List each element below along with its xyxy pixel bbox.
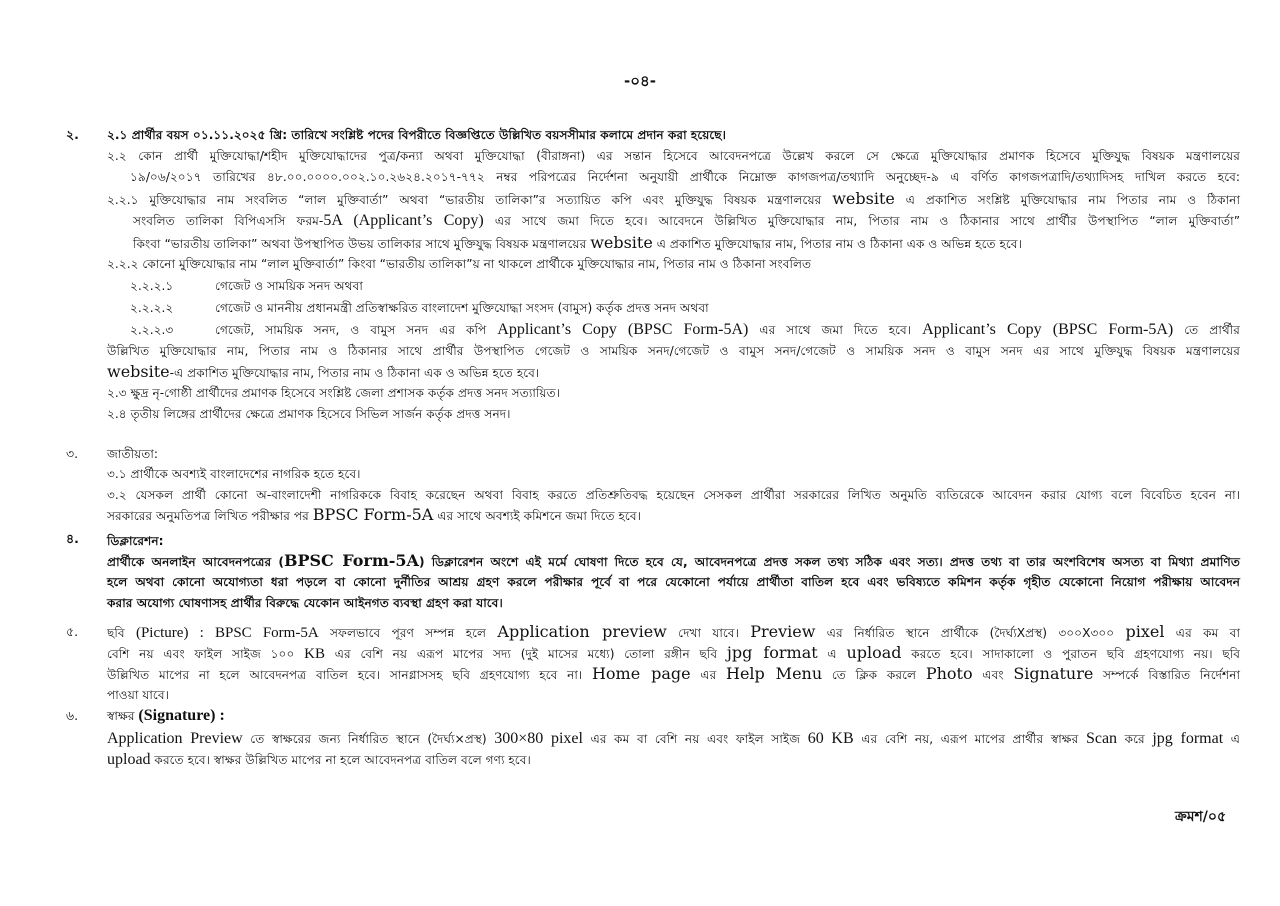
term: 300×80 pixel	[494, 730, 583, 747]
declaration-text-1	[107, 551, 1240, 572]
picture-text-1	[107, 622, 1240, 643]
section-4-number: ৪.	[66, 531, 79, 546]
declaration-text-2: হলে অথবা কোনো অযোগ্যতা ধরা পড়লে বা কোনো দুর্নীতির আশ্রয় গ্রহণ করলে পরীক্ষার পূর্বে বা পরে যেকোনো পর্যায়ে প্রার্থীতা বাতিল হবে এবং ভবিষ্যতে কমিশন কর্তৃক গৃহীত যেকোনো নিয়োগ পরীক্ষায় আবেদন	[107, 575, 1240, 589]
text: এ প্রকাশিত মুক্তিযোদ্ধার নাম, পিতার নাম ও ঠিকানা এক ও অভিন্ন হতে হবে।	[652, 237, 1022, 251]
text: সরকারের অনুমতিপত্র লিখিত পরীক্ষার পর	[107, 509, 313, 523]
freedom-fighter-text: ২.২ কোন প্রার্থী মুক্তিযোদ্ধা/শহীদ মুক্তিযোদ্ধাদের পুত্র/কন্যা অথবা মুক্তিযোদ্ধা (বীরাঙ্গনা) এর সন্তান হিসেবে আবেদনপত্রে উল্লেখ করলে সে ক্ষেত্রে মুক্তিযোদ্ধার প্রমাণক হিসেবে মুক্তিযুদ্ধ বিষয়ক মন্ত্রণালয়ের	[107, 149, 1240, 163]
form-term: BPSC Form-5A	[312, 505, 434, 524]
text: এর সাথে অবশ্যই কমিশনে জমা দিতে হবে।	[433, 509, 641, 523]
form-term: Applicant’s Copy (BPSC Form-5A)	[922, 321, 1174, 338]
signature-text-1	[107, 729, 1240, 749]
term: Help Menu	[725, 664, 823, 683]
website-term: website	[107, 362, 170, 381]
text: তে ক্লিক করলে	[822, 668, 926, 682]
term: KB	[304, 646, 325, 662]
text: এর কম বা বেশি নয় এবং ফাইল সাইজ	[582, 732, 808, 746]
text: বেশি নয় এবং ফাইল সাইজ ১০০	[107, 647, 305, 661]
picture-text-2	[107, 643, 1240, 664]
clause-2-2-2-3-cont: উল্লিখিত মুক্তিযোদ্ধার নাম, পিতার নাম ও ঠিকানার সাথে প্রার্থীর উপস্থাপিত গেজেট ও সাময়িক সনদ/গেজেট ও বামুস সনদ/গেজেট ও সাময়িক সনদ ও বামুস সনদ এর সাথে মুক্তিযুদ্ধ বিষয়ক মন্ত্রণালয়ের	[107, 344, 1240, 358]
text: তে প্রার্থীর	[1173, 323, 1240, 337]
clause-3-2: ৩.২ যেসকল প্রার্থী কোনো অ-বাংলাদেশী নাগরিককে বিবাহ করেছেন অথবা বিবাহ করতে প্রতিশ্রুতিবদ্ধ হয়েছেন সেসকল প্রার্থীরা সরকারের লিখিত অনুমতি ব্যতিরেকে আবেদন করার যোগ্য বলে বিবেচিত হবেন না।	[107, 488, 1240, 502]
clause-3-2-cont	[107, 505, 641, 526]
text: এ	[1223, 732, 1241, 746]
form-term: 5A (Applicant’s Copy)	[323, 212, 484, 229]
clause-2-2-2-2-number: ২.২.২.২	[130, 301, 174, 315]
text: তে স্বাক্ষরের জন্য নির্ধারিত স্থানে (দৈর্ঘ্য×প্রস্থ)	[242, 732, 495, 746]
term: pixel	[1125, 622, 1165, 641]
picture-text-3	[107, 664, 1240, 685]
term: Signature	[1013, 664, 1094, 683]
text: এ	[817, 647, 847, 661]
text: প্রার্থীকে অনলাইন আবেদনপত্রের (	[107, 555, 284, 569]
clause-2-2-2-3-number: ২.২.২.৩	[130, 323, 174, 337]
age-limit-text: ২.১ প্রার্থীর বয়স ০১.১১.২০২৫ খ্রি: তারিখে সংশ্লিষ্ট পদের বিপরীতে বিজ্ঞপ্তিতে উল্লিখিত বয়সসীমার কলামে প্রদান করা হয়েছে।	[107, 128, 727, 142]
circular-reference-text: ১৯/০৬/২০১৭ তারিখের ৪৮.০০.০০০০.০০২.১০.২৬২৪.২০১৭-৭৭২ নম্বর পরিপত্রের নির্দেশনা অনুযায়ী প্রার্থীকে নিম্নোক্ত কাগজপত্র/তথ্যাদি অনুচ্ছেদ-৯ এ বর্ণিত কাগজপত্রাদি/তথ্যাদিসহ দাখিল করতে হবে:	[130, 170, 1240, 184]
text: ) ডিক্লারেশন অংশে এই মর্মে ঘোষণা দিতে হবে যে, আবেদনপত্রে প্রদত্ত সকল তথ্য সঠিক এবং সত্য। প্রদত্ত তথ্য বা তার অংশবিশেষ অসত্য বা মিথ্যা প্রমাণিত	[418, 555, 1240, 569]
text: করতে হবে। স্বাক্ষর উল্লিখিত মাপের না হলে আবেদনপত্র বাতিল বলে গণ্য হবে।	[150, 753, 531, 767]
term: jpg format	[726, 643, 818, 662]
text: এবং	[972, 668, 1014, 682]
clause-2-3: ২.৩ ক্ষুদ্র নৃ-গোষ্ঠী প্রার্থীদের প্রমাণক হিসেবে সংশ্লিষ্ট জেলা প্রশাসক কর্তৃক প্রদত্ত সনদ সত্যায়িত।	[107, 386, 561, 400]
declaration-title: ডিক্লারেশন:	[107, 534, 164, 548]
term: 60 KB	[807, 730, 854, 747]
text: ছবি	[107, 626, 136, 640]
text: এর সাথে জমা দিতে হবে। আবেদনে উল্লিখিত মুক্তিযোদ্ধার নাম, পিতার নাম ও ঠিকানার সাথে প্রার্থীর উপস্থাপিত “লাল মুক্তিবার্তা”	[483, 214, 1241, 228]
section-3-number: ৩.	[66, 446, 79, 461]
continued-footer: ক্রমশ/০৫	[1175, 809, 1227, 825]
text: এর বেশি নয়, এরূপ মাপের প্রার্থীর স্বাক্ষর	[853, 732, 1086, 746]
section-6-number: ৬.	[66, 708, 79, 723]
text: করে	[1117, 732, 1153, 746]
nationality-title: জাতীয়তা:	[107, 447, 159, 461]
clause-2-2-1-cont2	[133, 233, 1022, 254]
text: স্বাক্ষর	[107, 709, 139, 723]
text: এর কম বা	[1164, 626, 1240, 640]
text: এর সাথে জমা দিতে হবে।	[748, 323, 923, 337]
text: দেখা যাবে।	[666, 626, 751, 640]
section-2-number: ২.	[66, 127, 79, 142]
clause-2-2-2-1-number: ২.২.২.১	[130, 279, 174, 293]
text: সংবলিত তালিকা বিপিএসসি ফরম-	[133, 214, 324, 228]
text: -এ প্রকাশিত মুক্তিযোদ্ধার নাম, পিতার নাম ও ঠিকানা এক ও অভিন্ন হতে হবে।	[169, 366, 540, 380]
term: Application Preview	[107, 730, 243, 747]
text: সম্পর্কে বিস্তারিত নির্দেশনা	[1093, 668, 1241, 682]
text: এ প্রকাশিত সংশ্লিষ্ট মুক্তিযোদ্ধার নাম পিতার নাম ও ঠিকানা	[894, 193, 1240, 207]
clause-2-2-1-cont	[133, 211, 1240, 231]
term: Scan	[1085, 730, 1118, 747]
text: সফলভাবে পূরণ সম্পন্ন হলে	[318, 626, 498, 640]
term: upload	[107, 751, 151, 768]
clause-2-2-2-3-text	[215, 320, 1240, 340]
signature-title	[107, 706, 225, 726]
form-term: (Picture) : BPSC Form-5A	[135, 625, 319, 641]
term: jpg format	[1152, 730, 1224, 747]
term: Preview	[750, 622, 816, 641]
website-term: website	[590, 233, 653, 252]
declaration-text-3: করার অযোগ্য ঘোষণাসহ প্রার্থীর বিরুদ্ধে যেকোন আইনগত ব্যবস্থা গ্রহণ করা যাবে।	[107, 596, 503, 610]
clause-2-2-2-3-cont2	[107, 362, 539, 383]
form-term: BPSC Form-5A	[283, 551, 419, 570]
text: এর	[690, 668, 726, 682]
clause-2-2-2-2-text: গেজেট ও মাননীয় প্রধানমন্ত্রী প্রতিস্বাক্ষরিত বাংলাদেশ মুক্তিযোদ্ধা সংসদ (বামুস) কর্তৃক প্রদত্ত সনদ অথবা	[215, 301, 709, 315]
term: (Signature) :	[138, 707, 225, 724]
clause-2-2-2-1-text: গেজেট ও সাময়িক সনদ অথবা	[215, 279, 363, 293]
signature-text-2	[107, 750, 531, 770]
text: কিংবা “ভারতীয় তালিকা” অথবা উপস্থাপিত উভয় তালিকার সাথে মুক্তিযুদ্ধ বিষয়ক মন্ত্রণালয়ের	[133, 237, 591, 251]
text: উল্লিখিত মাপের না হলে আবেদনপত্র বাতিল হবে। সানগ্লাসসহ ছবি গ্রহণযোগ্য হবে না।	[107, 668, 592, 682]
section-5-number: ৫.	[66, 624, 79, 639]
picture-text-4: পাওয়া যাবে।	[107, 688, 169, 702]
clause-3-1: ৩.১ প্রার্থীকে অবশ্যই বাংলাদেশের নাগরিক হতে হবে।	[107, 467, 361, 481]
text: ২.২.১ মুক্তিযোদ্ধার নাম সংবলিত “লাল মুক্তিবার্তা” অথবা “ভারতীয় তালিকা”র সত্যায়িত কপি এবং মুক্তিযুদ্ধ বিষয়ক মন্ত্রণালয়ের	[107, 193, 833, 207]
term: Application preview	[497, 622, 667, 641]
clause-2-2-1	[107, 189, 1240, 210]
term: upload	[846, 643, 902, 662]
website-term: website	[832, 189, 895, 208]
page-number: -০৪-	[624, 72, 656, 90]
term: Photo	[925, 664, 973, 683]
term: Home page	[591, 664, 691, 683]
text: গেজেট, সাময়িক সনদ, ও বামুস সনদ এর কপি	[215, 323, 498, 337]
text: এর নির্ধারিত স্থানে প্রার্থীকে (দৈর্ঘ্যXপ্রস্থ) ৩০০X৩০০	[815, 626, 1126, 640]
form-term: Applicant’s Copy (BPSC Form-5A)	[497, 321, 749, 338]
text: এর বেশি নয় এরূপ মাপের সদ্য (দুই মাসের মধ্যে) তোলা রঙ্গীন ছবি	[325, 647, 727, 661]
clause-2-2-2: ২.২.২ কোনো মুক্তিযোদ্ধার নাম “লাল মুক্তিবার্তা” কিংবা “ভারতীয় তালিকা”য় না থাকলে প্রার্থীকে মুক্তিযোদ্ধার নাম, পিতার নাম ও ঠিকানা সংবলিত	[107, 257, 812, 271]
text: করতে হবে। সাদাকালো ও পুরাতন ছবি গ্রহণযোগ্য নয়। ছবি	[901, 647, 1241, 661]
clause-2-4: ২.৪ তৃতীয় লিঙ্গের প্রার্থীদের ক্ষেত্রে প্রমাণক হিসেবে সিভিল সার্জন কর্তৃক প্রদত্ত সনদ।	[107, 407, 511, 421]
